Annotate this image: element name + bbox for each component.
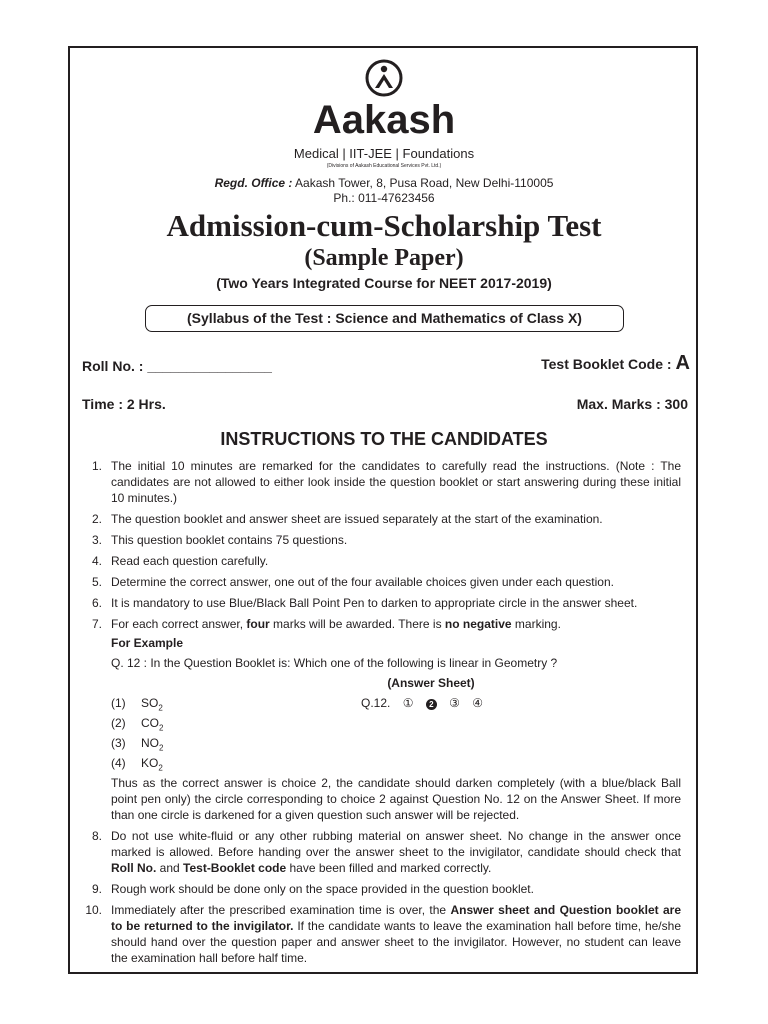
item-number: 2. bbox=[91, 512, 102, 526]
text-bold: Answer sheet and Question booklet are to be returned to the invigilator. bbox=[111, 903, 682, 933]
registered-office bbox=[0, 176, 768, 191]
option-subscript: 2 bbox=[158, 703, 163, 713]
instruction-item bbox=[85, 574, 681, 590]
item-text: Determine the correct answer, one out of the four available choices given under each question. bbox=[111, 575, 614, 589]
text-bold: no negative bbox=[444, 617, 512, 631]
instruction-item bbox=[85, 511, 681, 527]
answer-circle-1: ① bbox=[402, 696, 414, 710]
item-number: 6. bbox=[91, 596, 102, 610]
option-formula: NO bbox=[141, 736, 159, 750]
option-number: (2) bbox=[111, 716, 126, 730]
regd-label: Regd. Office : bbox=[214, 176, 293, 190]
item-text bbox=[111, 902, 681, 966]
instruction-item bbox=[85, 881, 681, 897]
item-number: 1. bbox=[91, 459, 102, 473]
option-number: (4) bbox=[111, 756, 126, 770]
item-number: 5. bbox=[91, 575, 102, 589]
text-run: and bbox=[156, 861, 184, 875]
instruction-item bbox=[85, 616, 681, 823]
phone-number: Ph.: 011-47623456 bbox=[333, 191, 435, 205]
exam-time: Time : 2 Hrs. bbox=[82, 396, 166, 412]
text-bold: Roll No. bbox=[111, 861, 157, 875]
example-question: Q. 12 : In the Question Booklet is: Which one of the following is linear in Geometry ? bbox=[111, 656, 558, 670]
item-number: 7. bbox=[91, 617, 102, 631]
answer-circle-4: ④ bbox=[472, 696, 484, 710]
option-2 bbox=[111, 715, 163, 736]
instruction-item bbox=[85, 458, 681, 506]
text-bold: Test-Booklet code bbox=[183, 861, 287, 875]
booklet-label: Test Booklet Code : bbox=[541, 356, 672, 372]
brand-name: Aakash bbox=[312, 98, 456, 142]
answer-sheet-label: (Answer Sheet) bbox=[387, 676, 475, 690]
item-text: The question booklet and answer sheet are issued separately at the start of the examination. bbox=[111, 512, 603, 526]
text-run: marking. bbox=[511, 617, 561, 631]
text-run: have been filled and marked correctly. bbox=[286, 861, 492, 875]
roll-number-field: Roll No. : ________________ bbox=[82, 358, 272, 374]
text-run: marks will be awarded. There is bbox=[269, 617, 445, 631]
answer-question-number: Q.12. bbox=[361, 696, 391, 710]
item-text: This question booklet contains 75 questions. bbox=[111, 533, 348, 547]
example-heading: For Example bbox=[111, 636, 184, 650]
text-run: Immediately after the prescribed examination time is over, the bbox=[111, 903, 451, 917]
instruction-item bbox=[85, 902, 681, 966]
item-number: 9. bbox=[91, 882, 102, 896]
regd-address: Aakash Tower, 8, Pusa Road, New Delhi-110005 bbox=[295, 176, 554, 190]
page-subtitle: (Sample Paper) bbox=[304, 245, 464, 271]
option-formula: SO bbox=[141, 696, 159, 710]
option-formula: CO bbox=[141, 716, 159, 730]
aakash-logo-icon bbox=[364, 58, 404, 98]
instruction-item bbox=[85, 828, 681, 876]
answer-circle-3: ③ bbox=[449, 696, 460, 710]
item-text bbox=[111, 616, 681, 632]
item-number: 10. bbox=[85, 903, 102, 917]
syllabus-box: (Syllabus of the Test : Science and Mathematics of Class X) bbox=[145, 305, 624, 332]
item-number: 3. bbox=[91, 533, 102, 547]
course-line: (Two Years Integrated Course for NEET 2017-2019) bbox=[216, 275, 552, 291]
text-bold: four bbox=[246, 617, 270, 631]
instructions-list bbox=[85, 458, 681, 971]
max-marks: Max. Marks : 300 bbox=[576, 396, 688, 412]
example-options bbox=[111, 695, 681, 775]
item-text: The initial 10 minutes are remarked for the candidates to carefully read the instructions. (Note : The candidates are not allowed to either look inside the question booklet or start answering during these initial 10 minutes.) bbox=[111, 459, 681, 505]
item-number: 8. bbox=[91, 829, 102, 843]
item-text: It is mandatory to use Blue/Black Ball Point Pen to darken to appropriate circle in the answer sheet. bbox=[111, 596, 638, 610]
item-text: Read each question carefully. bbox=[111, 554, 269, 568]
option-1 bbox=[111, 695, 163, 716]
option-subscript: 2 bbox=[159, 743, 164, 753]
item-number: 4. bbox=[91, 554, 102, 568]
option-3 bbox=[111, 735, 163, 756]
text-run: For each correct answer, bbox=[111, 617, 247, 631]
brand-tagline: Medical | IIT-JEE | Foundations bbox=[293, 146, 475, 161]
test-booklet-code bbox=[541, 352, 690, 375]
brand-division: (Divisions of Aakash Educational Services Pvt. Ltd.) bbox=[326, 163, 442, 169]
instructions-heading: INSTRUCTIONS TO THE CANDIDATES bbox=[220, 429, 548, 449]
option-subscript: 2 bbox=[159, 723, 164, 733]
option-number: (1) bbox=[111, 696, 126, 710]
text-run: If the candidate wants to leave the examination hall before time, he/she should hand over the question paper and answer sheet to the invigilator. However, no student can leave the examination hall before half time. bbox=[111, 919, 681, 965]
instruction-item bbox=[85, 532, 681, 548]
text-run: Do not use white-fluid or any other rubbing material on answer sheet. No change in the answer once marked is allowed. Before handing over the answer sheet to the invigilator, candidate should check that bbox=[111, 829, 681, 859]
item-text bbox=[111, 828, 681, 876]
instruction-item bbox=[85, 553, 681, 569]
answer-circle-2-filled: 2 bbox=[426, 699, 437, 710]
answer-sheet-row bbox=[361, 695, 492, 711]
option-formula: KO bbox=[141, 756, 159, 770]
example-explanation: Thus as the correct answer is choice 2, the candidate should darken completely (with a blue/black Ball point pen only) the circle corresponding to choice 2 against Question No. 12 on the Answer Sheet. If more than one circle is darkened for a given question such answer will be rejected. bbox=[111, 776, 681, 822]
option-number: (3) bbox=[111, 736, 126, 750]
page-title: Admission-cum-Scholarship Test bbox=[166, 208, 602, 243]
option-subscript: 2 bbox=[158, 763, 163, 773]
item-text: Rough work should be done only on the space provided in the question booklet. bbox=[111, 882, 534, 896]
booklet-code: A bbox=[675, 352, 690, 374]
instruction-item bbox=[85, 595, 681, 611]
option-4 bbox=[111, 755, 163, 776]
